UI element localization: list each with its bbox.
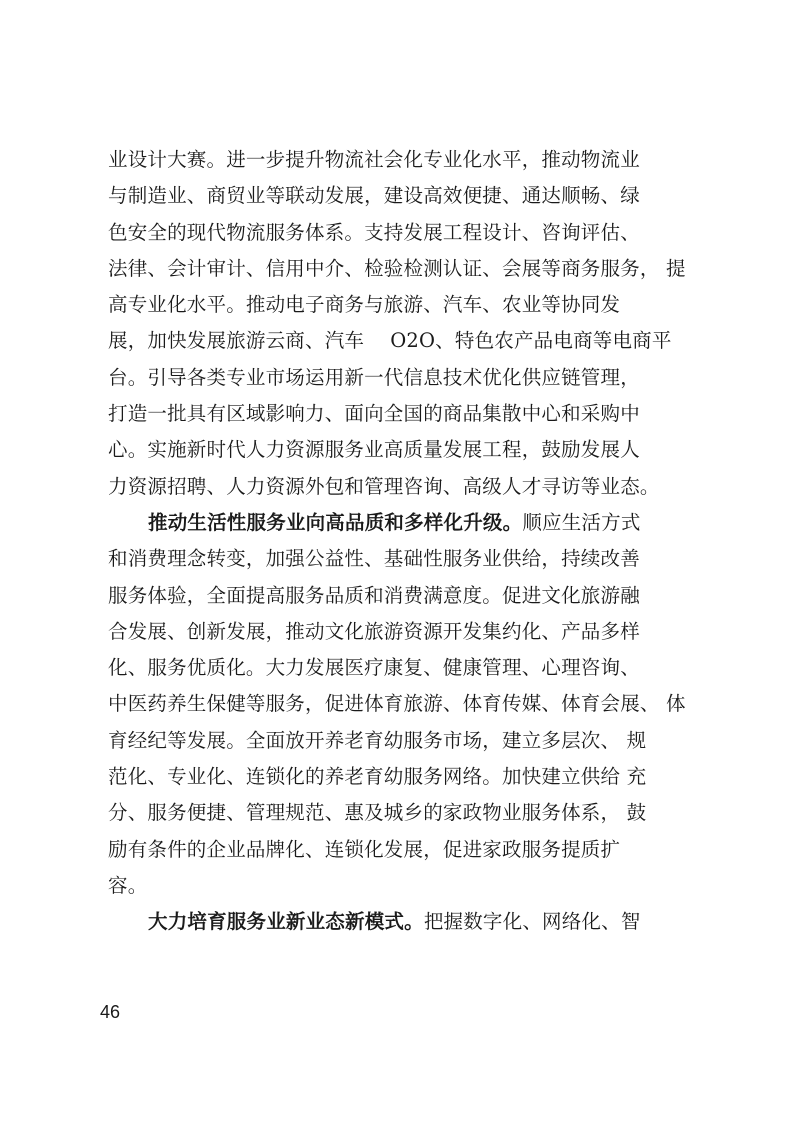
text-line [108, 723, 708, 759]
paragraph-2 [108, 505, 708, 904]
text-line [108, 469, 708, 505]
line-text: 范化、专业化、连锁化的养老育幼服务网络。加快建立供给 充 [108, 765, 647, 789]
paragraph-heading: 推动生活性服务业向高品质和多样化升级。 [148, 510, 523, 534]
text-line [108, 832, 708, 868]
page-number: 46 [100, 1002, 121, 1022]
line-text: 与制造业、商贸业等联动发展，建设高效便捷、通达顺畅、绿 [108, 184, 640, 208]
line-text: 业设计大赛。进一步提升物流社会化专业化水平，推动物流业 [108, 148, 640, 171]
line-text: 合发展、创新发展，推动文化旅游资源开发集约化、产品多样 [108, 619, 640, 643]
line-text: 分、服务便捷、管理规范、惠及城乡的家政物业服务体系， 鼓 [108, 801, 647, 825]
paragraph-3 [108, 904, 708, 940]
line-text: 服务体验，全面提高服务品质和消费满意度。促进文化旅游融 [108, 583, 640, 607]
line-text: 顺应生活方式 [522, 510, 641, 534]
body-text [108, 142, 708, 941]
line-text: 法律、会计审计、信用中介、检验检测认证、会展等商务服务， 提 [108, 256, 686, 280]
text-line [108, 650, 708, 686]
paragraph-heading: 大力培育服务业新业态新模式。 [148, 910, 424, 934]
line-text: 色安全的现代物流服务体系。支持发展工程设计、咨询评估、 [108, 220, 640, 244]
line-text: 容。 [108, 873, 148, 897]
text-line [108, 614, 708, 650]
text-line [108, 251, 708, 287]
line-text: 育经纪等发展。全面放开养老育幼服务市场，建立多层次、 规 [108, 728, 647, 752]
line-text: 心。实施新时代人力资源服务业高质量发展工程，鼓励发展人 [108, 438, 640, 462]
line-text: 打造一批具有区域影响力、面向全国的商品集散中心和采购中 [108, 402, 640, 426]
text-line [108, 396, 708, 432]
line-text: 和消费理念转变，加强公益性、基础性服务业供给，持续改善 [108, 547, 640, 571]
line-text: 励有条件的企业品牌化、连锁化发展，促进家政服务提质扩 [108, 837, 621, 861]
line-text: 把握数字化、网络化、智 [423, 910, 641, 934]
text-line [108, 541, 708, 577]
text-line [108, 323, 708, 359]
text-line [108, 432, 708, 468]
text-line [108, 215, 708, 251]
text-line [108, 868, 708, 904]
text-line [108, 360, 708, 396]
line-text: 台。引导各类专业市场运用新一代信息技术优化供应链管理， [108, 365, 640, 389]
paragraph-1 [108, 142, 708, 505]
text-line [108, 287, 708, 323]
text-line [108, 904, 708, 940]
text-line [108, 178, 708, 214]
line-text: 化、服务优质化。大力发展医疗康复、健康管理、心理咨询、 [108, 656, 640, 680]
text-line [108, 686, 708, 722]
text-line [108, 505, 708, 541]
line-text: 展，加快发展旅游云商、汽车 O2O、特色农产品电商等电商平 [108, 329, 672, 353]
line-text: 力资源招聘、人力资源外包和管理咨询、高级人才寻访等业态。 [108, 474, 660, 498]
text-line [108, 795, 708, 831]
line-text: 中医药养生保健等服务，促进体育旅游、体育传媒、体育会展、 体 [108, 692, 686, 716]
text-line [108, 142, 708, 178]
line-text: 高专业化水平。推动电子商务与旅游、汽车、农业等协同发 [108, 293, 621, 317]
text-line [108, 759, 708, 795]
text-line [108, 578, 708, 614]
